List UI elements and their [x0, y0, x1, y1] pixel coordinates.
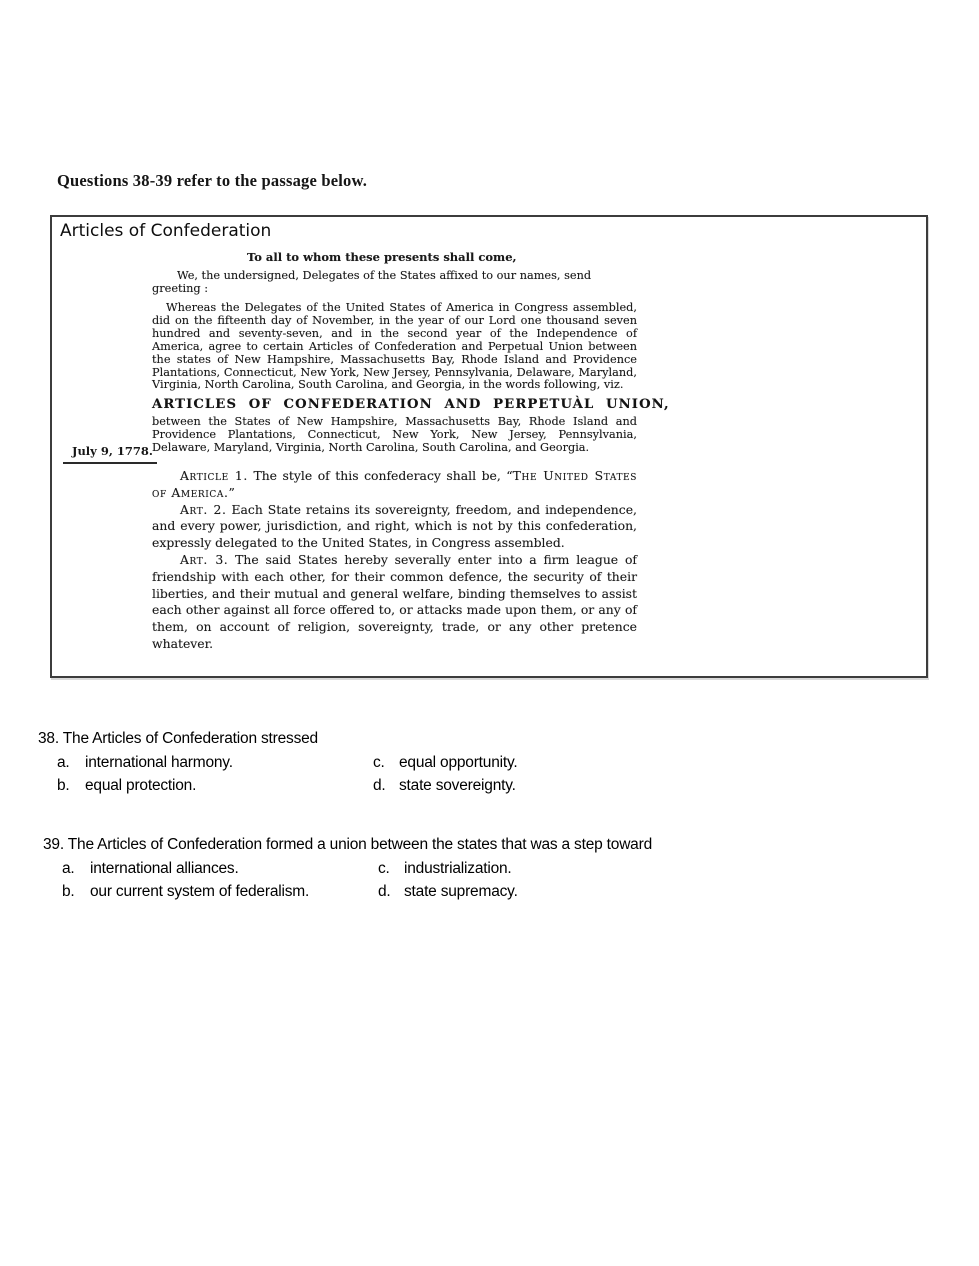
- question-39-text: The Articles of Confederation formed a union between the states that was a step toward: [67, 836, 652, 853]
- passage-box: [50, 215, 928, 678]
- option-39c-letter: c.: [378, 860, 390, 877]
- article-1-smallcaps: The United States of America.”: [152, 468, 637, 500]
- option-39b-text: our current system of federalism.: [90, 883, 310, 900]
- question-39: [43, 836, 652, 901]
- article-3-paragraph: [152, 552, 637, 653]
- passage-instruction: Questions 38-39 refer to the passage below.: [57, 171, 368, 190]
- option-38b-text: equal protection.: [85, 777, 197, 794]
- article-1-label: Article 1.: [180, 468, 248, 484]
- option-38d-letter: d.: [373, 777, 386, 794]
- question-38-text: The Articles of Confederation stressed: [62, 730, 318, 747]
- option-39b-letter: b.: [62, 883, 75, 900]
- margin-date: July 9, 1778.: [72, 444, 153, 458]
- option-38b-letter: b.: [57, 777, 70, 794]
- between-states-paragraph: between the States of New Hampshire, Massachusetts Bay, Rhode Island and Providence Plantations, Connecticut, New York, New Jersey, Pennsylvania, Delaware, Maryland, Virginia, North Carolina, South Carolina, and Georgia.: [152, 415, 637, 455]
- question-39-stem: [43, 836, 652, 854]
- articles-union-heading: ARTICLES OF CONFEDERATION AND PERPETUÀL UNION,: [152, 397, 670, 413]
- article-2-text: Each State retains its sovereignty, freedom, and independence, and every power, jurisdiction, and right, which is not by this confederation, expressly delegated to the United States, in Congress assembled.: [152, 501, 637, 551]
- option-39a-text: international alliances.: [90, 860, 239, 877]
- option-39d-letter: d.: [378, 883, 391, 900]
- option-39a-letter: a.: [62, 860, 75, 877]
- question-39-number: 39.: [43, 836, 64, 853]
- margin-date-rule: [63, 462, 157, 464]
- article-3-text: The said States hereby severally enter into a firm league of friendship with each other, for their common defence, the security of their liberties, and their mutual and general welfare, binding themselves to assist each other against all force offered to, or attacks made upon them, or any of them, on account of religion, sovereignty, trade, or any other pretence whatever.: [152, 552, 637, 652]
- article-3-label: Art. 3.: [180, 552, 229, 568]
- salutation-line: To all to whom these presents shall come,: [247, 250, 517, 264]
- option-38d-text: state sovereignty.: [399, 777, 516, 794]
- question-38: [38, 730, 517, 795]
- article-1-paragraph: [152, 468, 637, 502]
- option-39d-text: state supremacy.: [404, 883, 518, 900]
- whereas-paragraph: Whereas the Delegates of the United States of America in Congress assembled, did on the fifteenth day of November, in the year of our Lord one thousand seven hundred and seventy-seven, and in the second year of the Independence of America, agree to certain Articles of Confederation and Perpetual Union between the states of New Hampshire, Massachusetts Bay, Rhode Island and Providence Plantations, Connecticut, New York, New Jersey, Pennsylvania, Delaware, Maryland, Virginia, North Carolina, South Carolina, and Georgia, in the words following, viz.: [152, 301, 637, 392]
- option-38c-text: equal opportunity.: [399, 754, 518, 771]
- option-38c-letter: c.: [373, 754, 385, 771]
- option-38a-text: international harmony.: [85, 754, 233, 771]
- article-2-paragraph: [152, 502, 637, 552]
- scanned-passage: [152, 250, 670, 653]
- question-39-options: [62, 860, 652, 901]
- article-1-text: The style of this confederacy shall be, “: [253, 468, 513, 484]
- greeting-line: We, the undersigned, Delegates of the States affixed to our names, send greeting :: [152, 269, 592, 295]
- question-38-options: [57, 754, 517, 795]
- article-2-label: Art. 2.: [180, 501, 227, 517]
- question-38-stem: [38, 730, 517, 748]
- option-38a-letter: a.: [57, 754, 70, 771]
- question-38-number: 38.: [38, 730, 59, 747]
- option-39c-text: industrialization.: [404, 860, 512, 877]
- passage-box-title: Articles of Confederation: [60, 221, 272, 241]
